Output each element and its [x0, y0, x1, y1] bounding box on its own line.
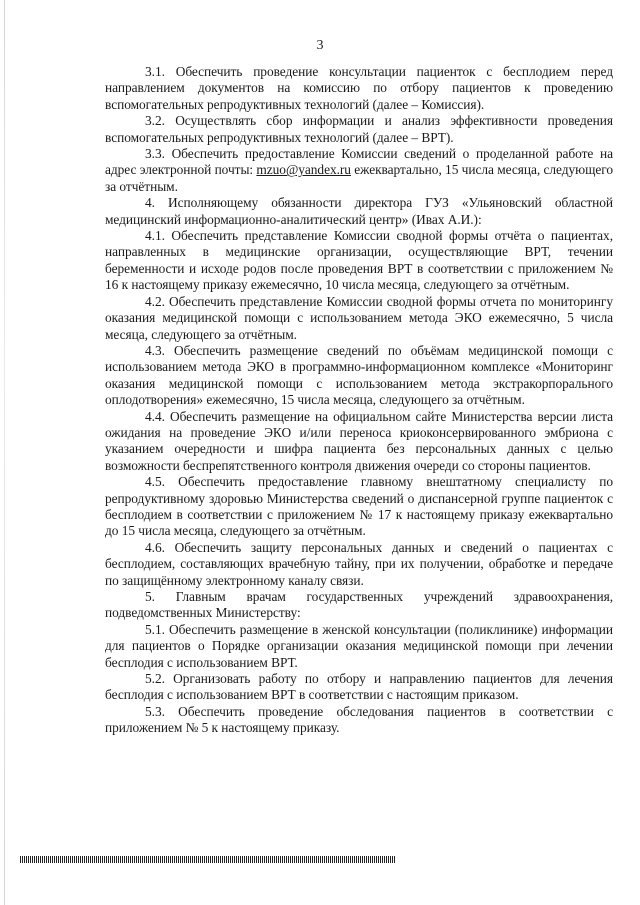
document-body: [105, 64, 613, 737]
paragraph-5-3: 5.3. Обеспечить проведение обследования пациентов в соответствии с приложением № 5 к настоящему приказу.: [105, 703, 613, 736]
paragraph-3-3-text-before: 3.3. Обеспечить предоставление Комиссии сведений о проделанной работе на адрес электронной почты:: [105, 146, 613, 178]
paragraph-4-6: 4.6. Обеспечить защиту персональных данных и сведений о пациентах с бесплодием, составляющих врачебную тайну, при их получении, обработке и передаче по защищённому электронному каналу связи.: [105, 539, 613, 588]
paragraph-5: 5. Главным врачам государственных учреждений здравоохранения, подведомственных Министерству:: [105, 589, 613, 621]
paragraph-4-1: 4.1. Обеспечить представление Комиссии сводной формы отчёта о пациентах, направленных в медицинские организации, осуществляющие ВРТ, течении беременности и исходе родов после проведения ВРТ в соответствии с приложением № 16 к настоящему приказу ежемесячно, 10 числа месяца, следующего за отчётным.: [105, 228, 613, 293]
paragraph-4-3: 4.3. Обеспечить размещение сведений по объёмам медицинской помощи с использованием метода ЭКО в программно-информационном комплексе «Мониторинг оказания медицинской помощи с использованием метода экстракорпорального оплодотворения» ежемесячно, 15 числа месяца, следующего за отчётным.: [105, 342, 613, 408]
paragraph-3-3: [105, 146, 613, 195]
scan-barcode-strip: [20, 856, 395, 863]
paragraph-3-2: 3.2. Осуществлять сбор информации и анализ эффективности проведения вспомогательных репродуктивных технологий (далее – ВРТ).: [105, 113, 613, 145]
scan-edge-line: [4, 0, 5, 905]
paragraph-4-4: 4.4. Обеспечить размещение на официальном сайте Министерства версии листа ожидания на проведение ЭКО и/или переноса криоконсервированного эмбриона с указанием очередности и шифра пациента без персональных данных с целью возможности беспрепятственного контроля движения очереди со стороны пациентов.: [105, 408, 613, 473]
email-link[interactable]: mzuo@yandex.ru: [256, 162, 351, 178]
paragraph-4: 4. Исполняющему обязанности директора ГУЗ «Ульяновский областной медицинский информационно-аналитический центр» (Ивах А.И.):: [105, 195, 613, 227]
paragraph-3-1: 3.1. Обеспечить проведение консультации пациенток с бесплодием перед направлением документов на комиссию по отбору пациентов к проведению вспомогательных репродуктивных технологий (далее – Комиссия).: [105, 64, 613, 112]
paragraph-3-3-text-after: ежеквартально, 15 числа месяца, следующего за отчётным.: [105, 162, 613, 194]
paragraph-5-1: 5.1. Обеспечить размещение в женской консультации (поликлинике) информации для пациентов о Порядке организации оказания медицинской помощи при лечении бесплодия с использованием ВРТ.: [105, 621, 613, 670]
page-number: 3: [316, 38, 324, 53]
paragraph-4-2: 4.2. Обеспечить представление Комиссии сводной формы отчета по мониторингу оказания медицинской помощи с использованием метода ЭКО ежемесячно, 5 числа месяца, следующего за отчётным.: [105, 293, 613, 342]
paragraph-5-2: 5.2. Организовать работу по отбору и направлению пациентов для лечения бесплодия с использованием ВРТ в соответствии с настоящим приказом.: [105, 671, 613, 703]
paragraph-4-5: 4.5. Обеспечить предоставление главному внештатному специалисту по репродуктивному здоровью Министерства сведений о диспансерной группе пациенток с бесплодием в соответствии с приложением № 17 к настоящему приказу ежеквартально до 15 числа месяца, следующего за отчётным.: [105, 474, 613, 539]
